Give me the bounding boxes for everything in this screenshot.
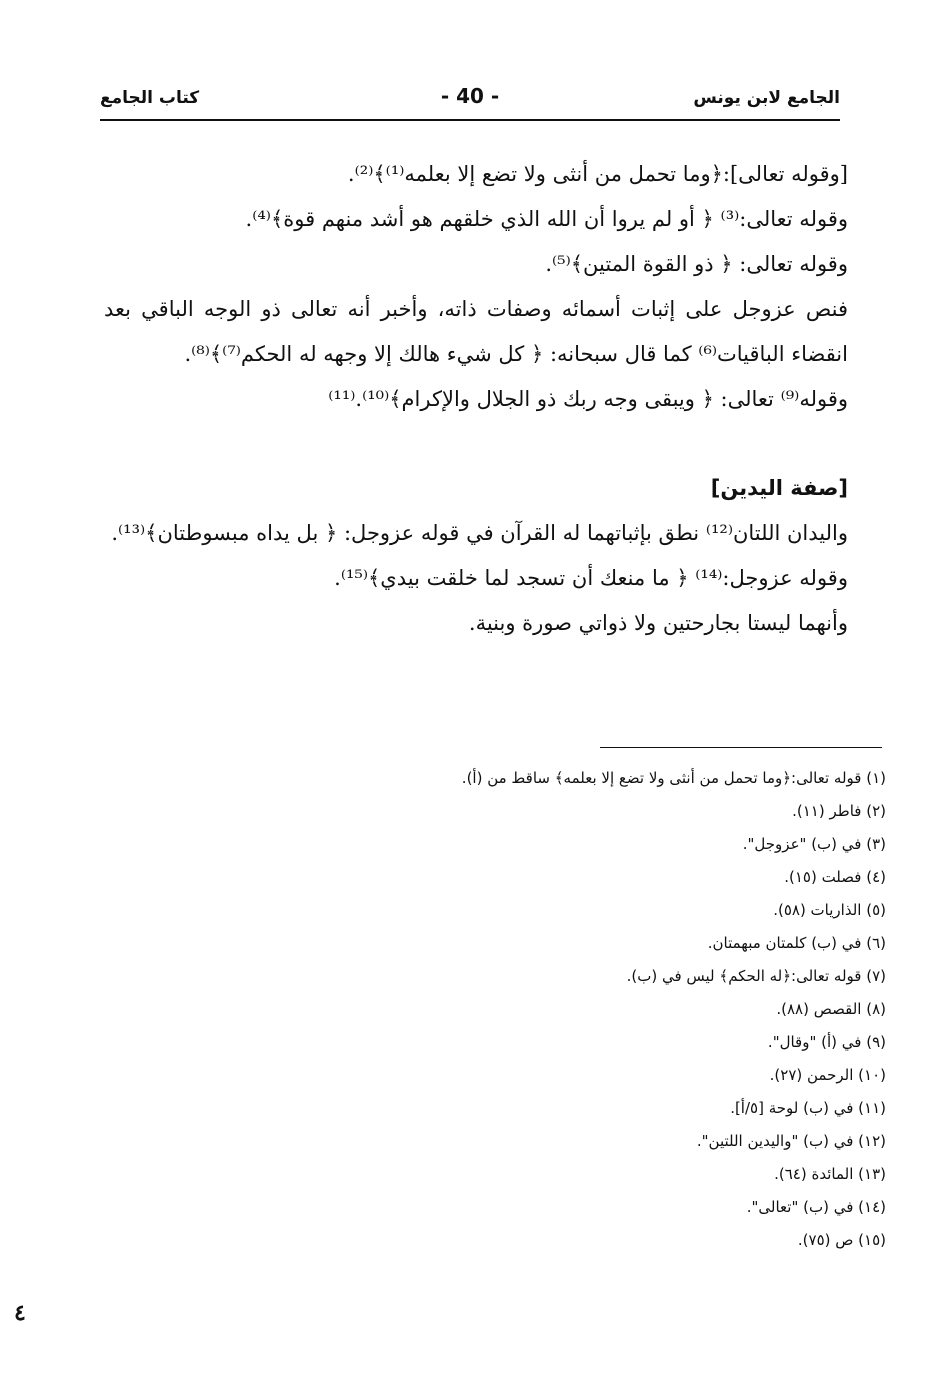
footnote-divider xyxy=(600,747,882,748)
header-divider xyxy=(100,119,840,121)
footnote-item: (٩) في (أ) "وقال". xyxy=(767,1033,886,1051)
header-book-title: الجامع لابن يونس xyxy=(693,88,840,108)
footnote-item: (١٤) في (ب) "تعالى". xyxy=(746,1198,886,1216)
paragraph: واليدان اللتان⁽¹²⁾ نطق بإثباتهما له القرآن في قوله عزوجل: ﴿ بل يداه مبسوطتان﴾⁽¹³⁾. xyxy=(111,521,848,545)
footnote-item: (٨) القصص (٨٨). xyxy=(776,1000,886,1018)
footnote-item: (١١) في (ب) لوحة [٥/أ]. xyxy=(730,1099,886,1117)
footnote-item: (١٠) الرحمن (٢٧). xyxy=(769,1066,886,1084)
main-text xyxy=(104,152,848,646)
section-heading: [صفة اليدين] xyxy=(710,476,848,500)
running-header xyxy=(100,84,840,118)
footnote-item: (٧) قوله تعالى:﴿له الحكم﴾ ليس في (ب). xyxy=(626,967,886,985)
footnote-item: (١٥) ص (٧٥). xyxy=(797,1231,886,1249)
footnote-item: (٤) فصلت (١٥). xyxy=(784,868,886,886)
footnote-item: (١) قوله تعالى:﴿وما تحمل من أنثى ولا تضع إلا بعلمه﴾ ساقط من (أ). xyxy=(461,769,886,787)
verse-line: وقوله⁽⁹⁾ تعالى: ﴿ ويبقى وجه ربك ذو الجلال والإكرام﴾⁽¹⁰⁾.⁽¹¹⁾ xyxy=(328,387,848,411)
footnote-item: (١٣) المائدة (٦٤). xyxy=(774,1165,886,1183)
header-page-number: - 40 - xyxy=(440,84,500,108)
footnote-item: (٦) في (ب) كلمتان مبهمتان. xyxy=(707,934,886,952)
footnote-item: (٥) الذاريات (٥٨). xyxy=(773,901,886,919)
spacer xyxy=(104,422,848,466)
footnotes xyxy=(146,762,886,1257)
page-mark: ٤ xyxy=(14,1300,26,1326)
verse-line: وأنهما ليستا بجارحتين ولا ذواتي صورة وبنية. xyxy=(468,611,848,635)
verse-line: [وقوله تعالى]:﴿وما تحمل من أنثى ولا تضع إلا بعلمه⁽¹⁾﴾⁽²⁾. xyxy=(347,162,848,186)
header-chapter-title: كتاب الجامع xyxy=(100,88,200,108)
footnote-item: (٢) فاطر (١١). xyxy=(792,802,886,820)
paragraph: فنص عزوجل على إثبات أسمائه وصفات ذاته، وأخبر أنه تعالى ذو الوجه الباقي بعد انقضاء الباقيات⁽⁶⁾ كما قال سبحانه: ﴿ كل شيء هالك إلا وجهه له الحكم⁽⁷⁾﴾⁽⁸⁾. xyxy=(104,297,848,366)
verse-line: وقوله تعالى:⁽³⁾ ﴿ أو لم يروا أن الله الذي خلقهم هو أشد منهم قوة﴾⁽⁴⁾. xyxy=(245,207,848,231)
verse-line: وقوله عزوجل:⁽¹⁴⁾ ﴿ ما منعك أن تسجد لما خلقت بيدي﴾⁽¹⁵⁾. xyxy=(334,566,848,590)
verse-line: وقوله تعالى: ﴿ ذو القوة المتين﴾⁽⁵⁾. xyxy=(545,252,848,276)
footnote-item: (٣) في (ب) "عزوجل". xyxy=(742,835,886,853)
footnote-item: (١٢) في (ب) "واليدين اللتين". xyxy=(696,1132,886,1150)
